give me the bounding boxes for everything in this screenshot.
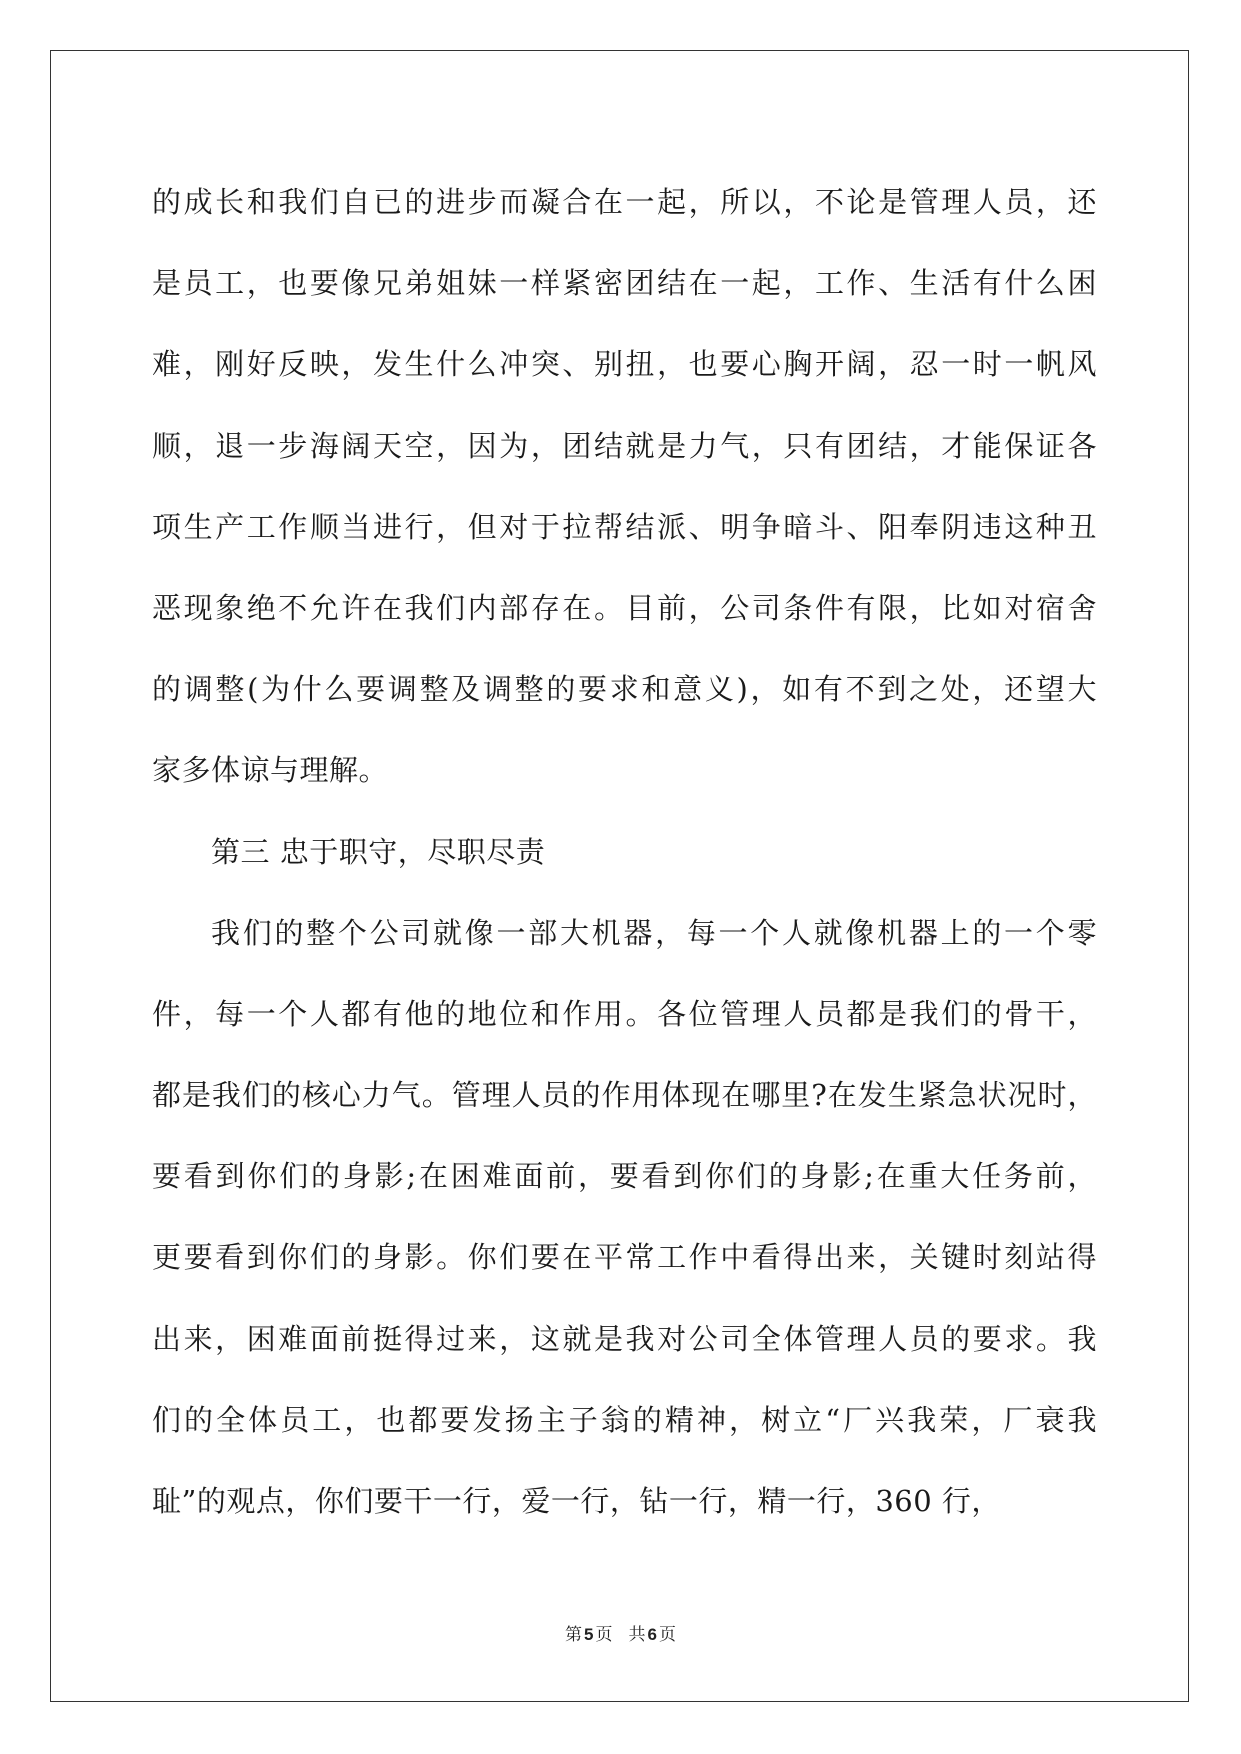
page-total-number: 6 — [647, 1625, 657, 1644]
page-prefix: 第 — [565, 1625, 583, 1645]
paragraph-line: 要看到你们的身影;在困难面前，要看到你们的身影;在重大任务前， — [152, 1159, 1097, 1194]
paragraph-line: 们的全体员工，也都要发扬主子翁的精神，树立“厂兴我荣，厂衰我 — [152, 1402, 1097, 1437]
paragraph-line: 耻”的观点，你们要干一行，爱一行，钻一行，精一行，360 行， — [152, 1484, 1001, 1518]
section-heading: 第三 忠于职守，尽职尽责 — [211, 834, 546, 869]
paragraph-line: 顺，退一步海阔天空，因为，团结就是力气，只有团结，才能保证各 — [152, 428, 1097, 463]
paragraph-line: 项生产工作顺当进行，但对于拉帮结派、明争暗斗、阳奉阴违这种丑 — [152, 509, 1097, 544]
body-text — [152, 162, 1097, 1542]
page-footer — [0, 1620, 1241, 1645]
paragraph-line: 都是我们的核心力气。管理人员的作用体现在哪里?在发生紧急状况时， — [152, 1078, 1097, 1113]
total-prefix: 共 — [628, 1625, 646, 1645]
paragraph-line: 更要看到你们的身影。你们要在平常工作中看得出来，关键时刻站得 — [152, 1240, 1097, 1275]
paragraph-line: 出来，困难面前挺得过来，这就是我对公司全体管理人员的要求。我 — [152, 1321, 1097, 1356]
paragraph-line: 是员工，也要像兄弟姐妹一样紧密团结在一起，工作、生活有什么困 — [152, 266, 1097, 301]
paragraph-line: 的调整(为什么要调整及调整的要求和意义)，如有不到之处，还望大 — [152, 672, 1097, 707]
paragraph-line: 件，每一个人都有他的地位和作用。各位管理人员都是我们的骨干， — [152, 996, 1097, 1031]
paragraph-line: 我们的整个公司就像一部大机器，每一个人就像机器上的一个零 — [211, 915, 1097, 950]
paragraph-line: 家多体谅与理解。 — [152, 753, 389, 788]
total-suffix: 页 — [658, 1625, 676, 1645]
page-current-number: 5 — [584, 1625, 594, 1644]
paragraph-line: 恶现象绝不允许在我们内部存在。目前，公司条件有限，比如对宿舍 — [152, 590, 1097, 625]
paragraph-line: 的成长和我们自已的进步而凝合在一起，所以，不论是管理人员，还 — [152, 185, 1097, 219]
page-suffix: 页 — [595, 1625, 613, 1645]
paragraph-line: 难，刚好反映，发生什么冲突、别扭，也要心胸开阔，忍一时一帆风 — [152, 347, 1097, 382]
